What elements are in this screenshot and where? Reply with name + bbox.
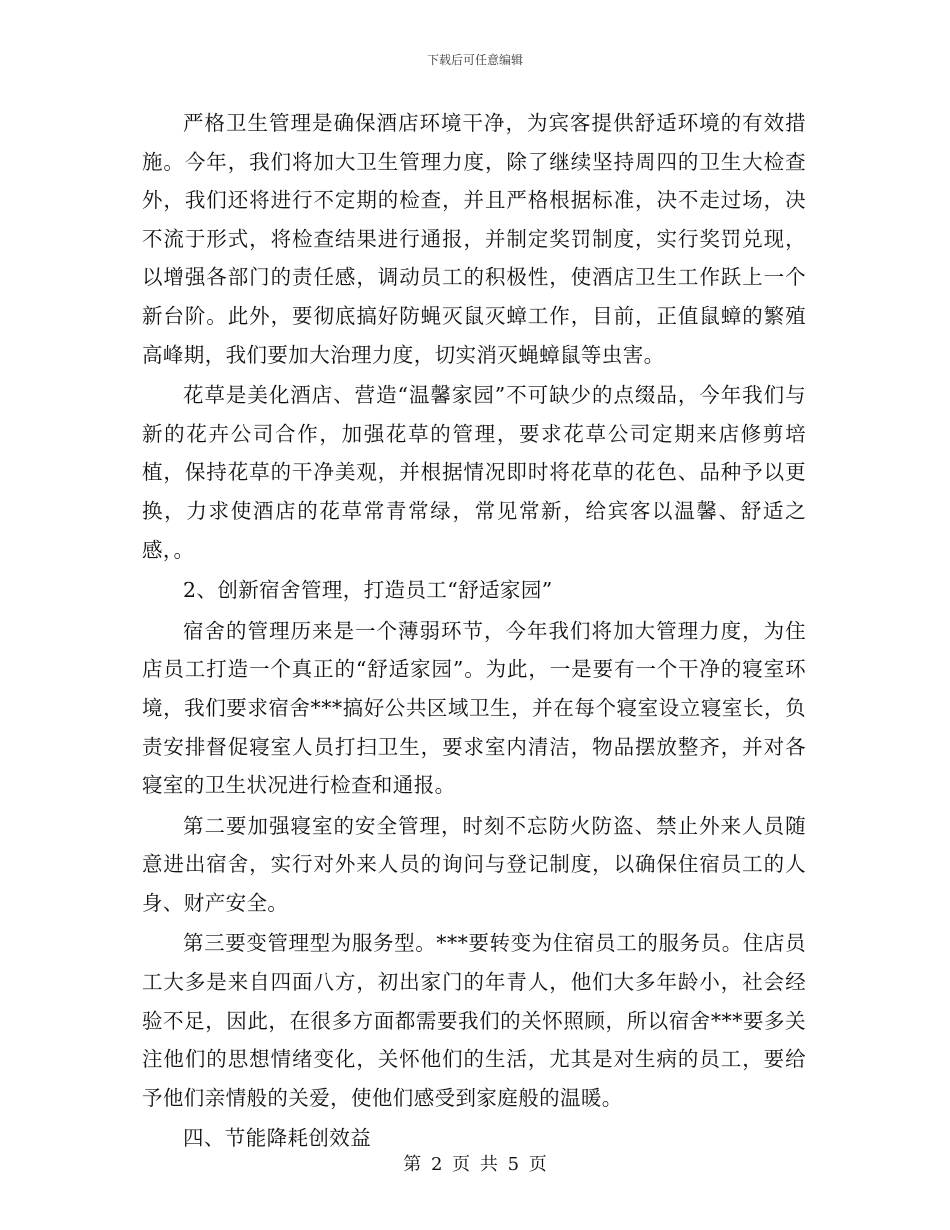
paragraph-flowers: 花草是美化酒店、营造“温馨家园”不可缺少的点缀品，今年我们与新的花卉公司合作，加强花草的管理，要求花草公司定期来店修剪培植，保持花草的干净美观，并根据情况即时将花草的花色、品种予以更换，力求使酒店的花草常青常绿，常见常新，给宾客以温馨、舒适之感，。 — [142, 383, 806, 562]
paragraph-dormitory-service: 第三要变管理型为服务型。***要转变为住宿员工的服务员。住店员工大多是来自四面八方，初出家门的年青人，他们大多年龄小，社会经验不足，因此，在很多方面都需要我们的关怀照顾，所以宿舍***要多关注他们的思想情绪变化，关怀他们的生活，尤其是对生病的员工，要给予他们亲情般的关爱，使他们感受到家庭般的温暖。 — [142, 931, 806, 1110]
paragraph-dormitory-safety: 第二要加强寝室的安全管理，时刻不忘防火防盗、禁止外来人员随意进出宿舍，实行对外来人员的询问与登记制度，以确保住宿员工的人身、财产安全。 — [142, 813, 806, 915]
section-heading-energy: 四、节能降耗创效益 — [183, 1126, 372, 1151]
paragraph-hygiene: 严格卫生管理是确保酒店环境干净，为宾客提供舒适环境的有效措施。今年，我们将加大卫生管理力度，除了继续坚持周四的卫生大检查外，我们还将进行不定期的检查，并且严格根据标准，决不走过场，决不流于形式，将检查结果进行通报，并制定奖罚制度，实行奖罚兑现，以增强各部门的责任感，调动员工的积极性，使酒店卫生工作跃上一个新台阶。此外，要彻底搞好防蝇灭鼠灭蟑工作，目前，正值鼠蟑的繁殖高峰期，我们要加大治理力度，切实消灭蝇蟑鼠等虫害。 — [142, 111, 806, 367]
document-body — [142, 104, 806, 1160]
section-heading-dormitory: 2、创新宿舍管理，打造员工“舒适家园” — [183, 578, 553, 603]
page-number: 第 2 页 共 5 页 — [403, 1154, 547, 1175]
paragraph-dormitory-intro: 宿舍的管理历来是一个薄弱环节，今年我们将加大管理力度，为住店员工打造一个真正的“舒适家园”。为此，一是要有一个干净的寝室环境，我们要求宿舍***搞好公共区域卫生，并在每个寝室设立寝室长，负责安排督促寝室人员打扫卫生，要求室内清洁，物品摆放整齐，并对各寝室的卫生状况进行检查和通报。 — [142, 618, 806, 798]
page-header: 下载后可任意编辑 — [426, 53, 523, 67]
